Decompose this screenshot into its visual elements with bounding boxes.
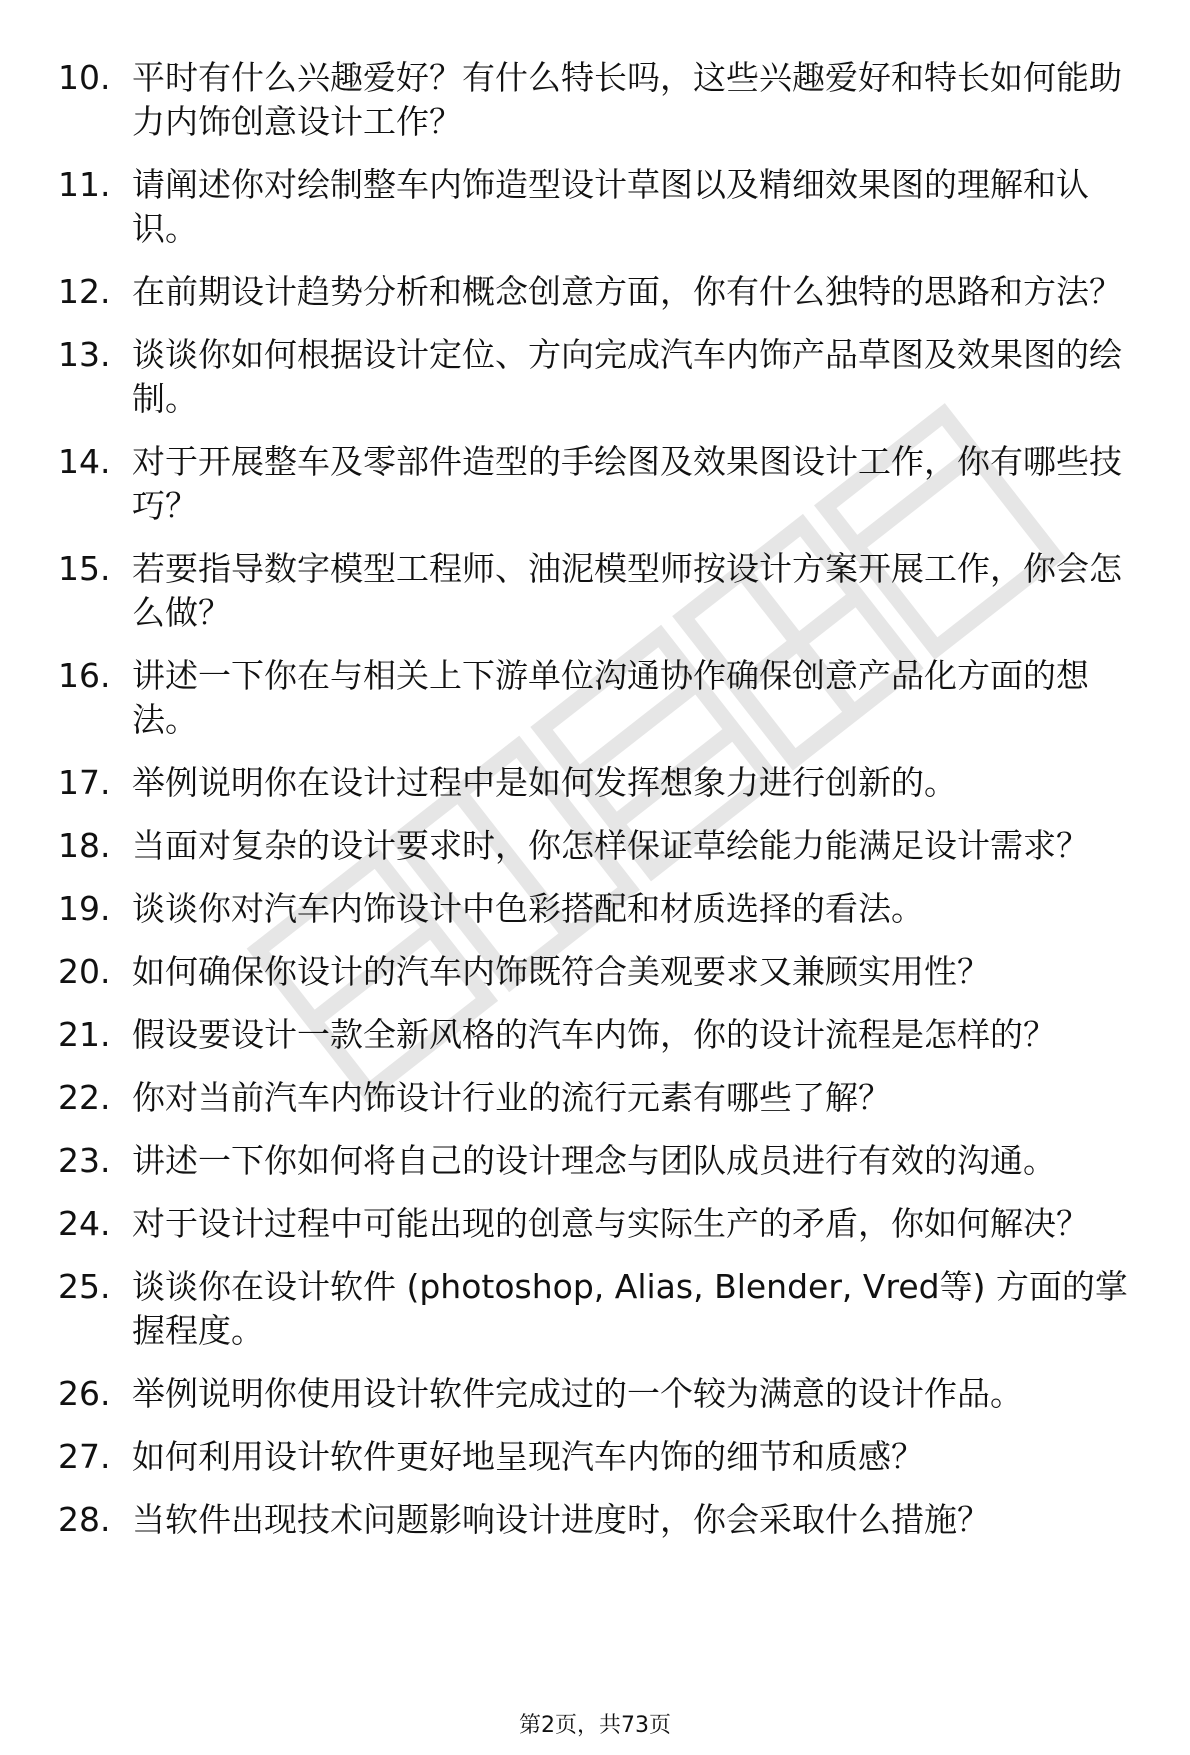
- question-text: 对于开展整车及零部件造型的手绘图及效果图设计工作，你有哪些技巧？: [132, 442, 1122, 525]
- question-number: 22.: [58, 1078, 111, 1117]
- question-number: 13.: [58, 335, 111, 374]
- question-number: 27.: [58, 1437, 111, 1476]
- question-number: 19.: [58, 889, 111, 928]
- question-list: [58, 56, 1153, 1561]
- question-item: [58, 824, 1153, 868]
- question-number: 24.: [58, 1204, 111, 1243]
- question-text: 当软件出现技术问题影响设计进度时，你会采取什么措施？: [132, 1500, 990, 1539]
- question-item: [58, 1013, 1153, 1057]
- question-item: [58, 887, 1153, 931]
- question-item: [58, 270, 1153, 314]
- question-number: 12.: [58, 272, 111, 311]
- question-item: [58, 547, 1153, 635]
- question-text: 平时有什么兴趣爱好？有什么特长吗，这些兴趣爱好和特长如何能助力内饰创意设计工作？: [132, 58, 1122, 141]
- question-text: 当面对复杂的设计要求时，你怎样保证草绘能力能满足设计需求？: [132, 826, 1089, 865]
- question-item: [58, 761, 1153, 805]
- question-number: 10.: [58, 58, 111, 97]
- question-number: 23.: [58, 1141, 111, 1180]
- question-number: 28.: [58, 1500, 111, 1539]
- question-text: 你对当前汽车内饰设计行业的流行元素有哪些了解？: [132, 1078, 891, 1117]
- question-text: 请阐述你对绘制整车内饰造型设计草图以及精细效果图的理解和认识。: [132, 165, 1089, 248]
- question-text: 对于设计过程中可能出现的创意与实际生产的矛盾，你如何解决？: [132, 1204, 1089, 1243]
- question-text: 假设要设计一款全新风格的汽车内饰，你的设计流程是怎样的？: [132, 1015, 1056, 1054]
- question-item: [58, 1435, 1153, 1479]
- question-item: [58, 1139, 1153, 1183]
- question-item: [58, 654, 1153, 742]
- question-text: 谈谈你如何根据设计定位、方向完成汽车内饰产品草图及效果图的绘制。: [132, 335, 1122, 418]
- question-number: 11.: [58, 165, 111, 204]
- question-text: 在前期设计趋势分析和概念创意方面，你有什么独特的思路和方法？: [132, 272, 1122, 311]
- page-number-footer: 第2页，共73页: [519, 1713, 671, 1738]
- question-text: 讲述一下你在与相关上下游单位沟通协作确保创意产品化方面的想法。: [132, 656, 1089, 739]
- question-item: [58, 1372, 1153, 1416]
- question-number: 14.: [58, 442, 111, 481]
- question-item: [58, 950, 1153, 994]
- question-item: [58, 163, 1153, 251]
- question-item: [58, 333, 1153, 421]
- question-text: 举例说明你使用设计软件完成过的一个较为满意的设计作品。: [132, 1374, 1023, 1413]
- question-text: 谈谈你对汽车内饰设计中色彩搭配和材质选择的看法。: [132, 889, 924, 928]
- question-item: [58, 1076, 1153, 1120]
- question-text: 如何确保你设计的汽车内饰既符合美观要求又兼顾实用性？: [132, 952, 990, 991]
- question-text: 如何利用设计软件更好地呈现汽车内饰的细节和质感？: [132, 1437, 924, 1476]
- question-number: 25.: [58, 1267, 111, 1306]
- question-item: [58, 56, 1153, 144]
- question-item: [58, 1202, 1153, 1246]
- question-text: 谈谈你在设计软件 (photoshop, Alias, Blender, Vred等) 方面的掌握程度。: [132, 1267, 1128, 1350]
- question-number: 21.: [58, 1015, 111, 1054]
- question-item: [58, 1265, 1153, 1353]
- question-number: 18.: [58, 826, 111, 865]
- question-number: 16.: [58, 656, 111, 695]
- question-number: 15.: [58, 549, 111, 588]
- question-text: 举例说明你在设计过程中是如何发挥想象力进行创新的。: [132, 763, 957, 802]
- question-number: 17.: [58, 763, 111, 802]
- question-text: 若要指导数字模型工程师、油泥模型师按设计方案开展工作，你会怎么做？: [132, 549, 1122, 632]
- question-item: [58, 1498, 1153, 1542]
- question-text: 讲述一下你如何将自己的设计理念与团队成员进行有效的沟通。: [132, 1141, 1056, 1180]
- question-number: 26.: [58, 1374, 111, 1413]
- question-number: 20.: [58, 952, 111, 991]
- question-item: [58, 440, 1153, 528]
